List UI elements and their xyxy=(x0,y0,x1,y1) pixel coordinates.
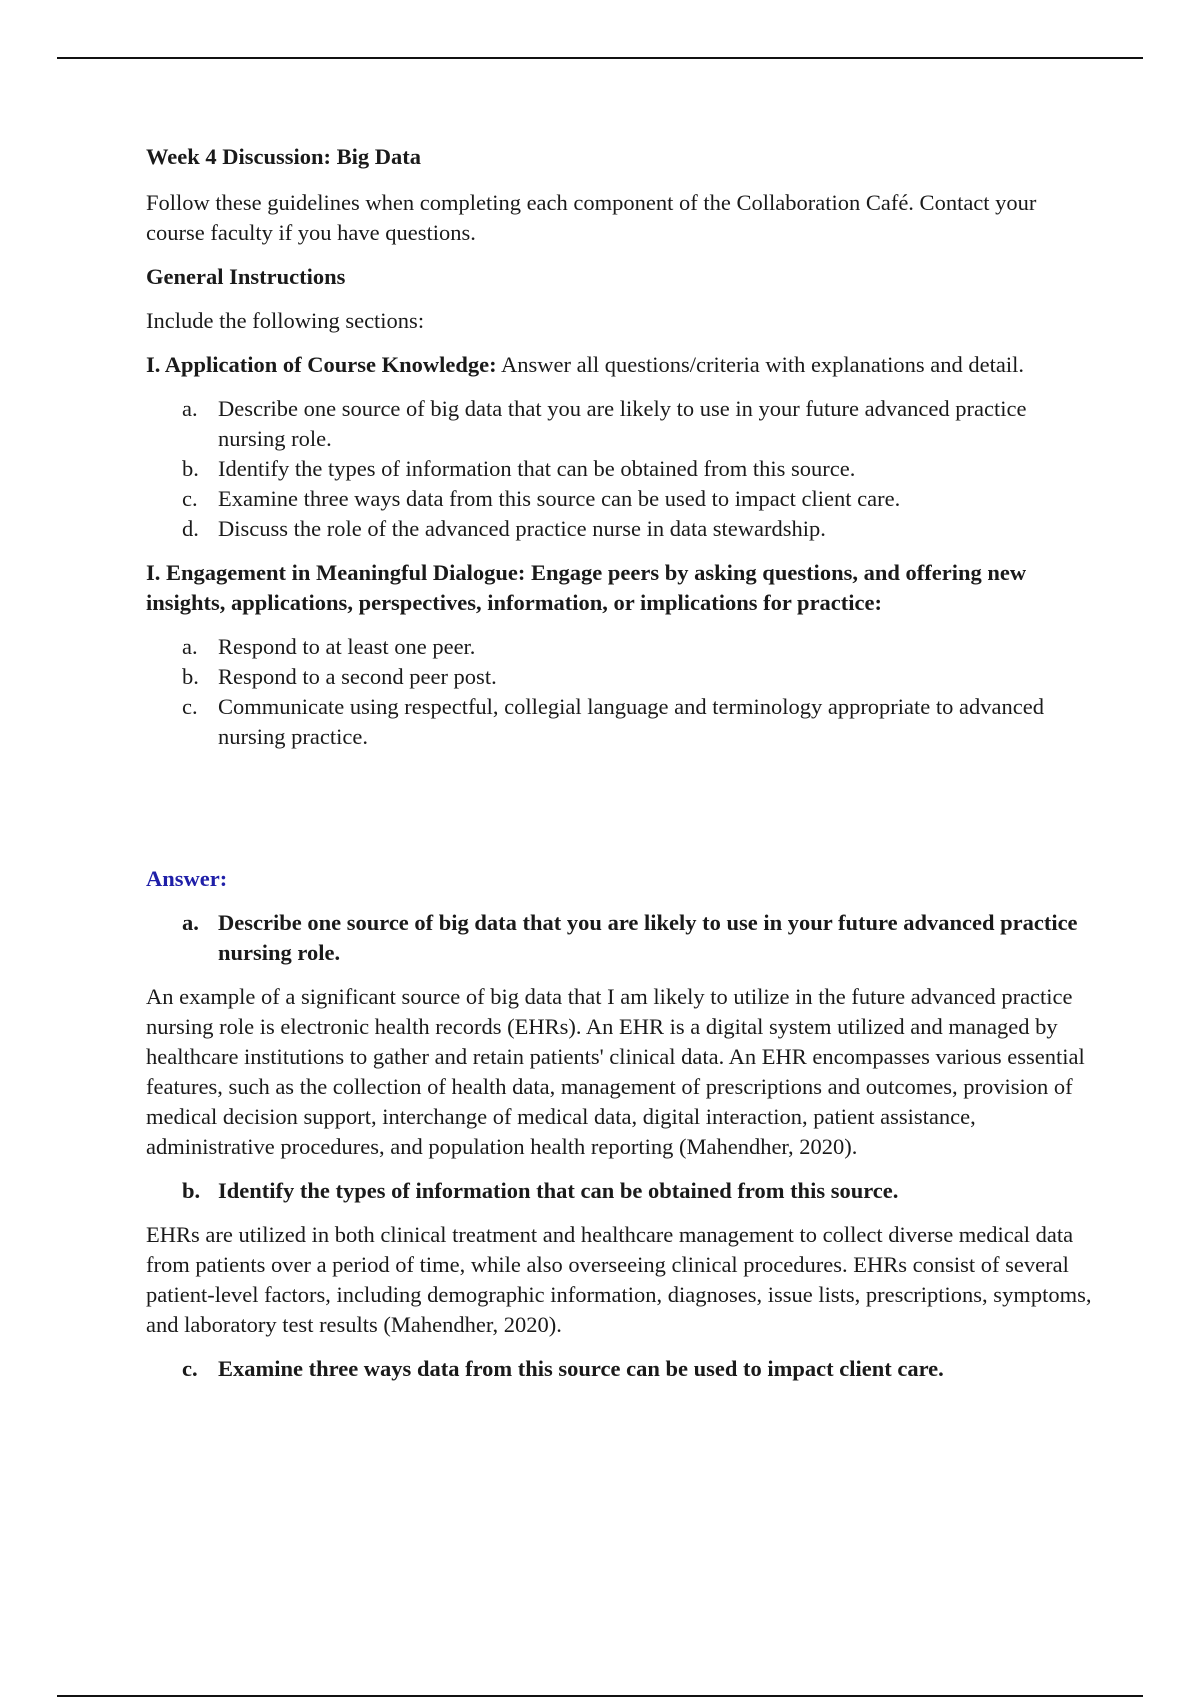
list-item xyxy=(146,1176,1096,1206)
list-item-text: Communicate using respectful, collegial language and terminology appropriate to advanced nursing practice. xyxy=(218,694,1044,749)
list-marker: a. xyxy=(182,910,199,935)
question-text: Identify the types of information that can be obtained from this source. xyxy=(218,1178,899,1203)
list-item xyxy=(146,514,1096,544)
list-item xyxy=(146,692,1096,752)
section1-list xyxy=(146,394,1096,544)
top-rule xyxy=(57,57,1143,59)
document-title: Week 4 Discussion: Big Data xyxy=(146,144,422,169)
list-item-text: Examine three ways data from this source can be used to impact client care. xyxy=(218,486,901,511)
list-item xyxy=(146,484,1096,514)
intro-paragraph: Follow these guidelines when completing each component of the Collaboration Café. Contact your course faculty if you have questions. xyxy=(146,190,1037,245)
section1-heading xyxy=(146,350,1096,380)
bottom-rule xyxy=(57,1695,1143,1697)
list-item xyxy=(146,1354,1096,1384)
list-item xyxy=(146,632,1096,662)
list-marker: c. xyxy=(182,1356,198,1381)
question-text: Examine three ways data from this source can be used to impact client care. xyxy=(218,1356,944,1381)
list-marker: b. xyxy=(182,664,199,689)
list-item-text: Discuss the role of the advanced practice nurse in data stewardship. xyxy=(218,516,826,541)
list-item xyxy=(146,394,1096,454)
list-item-text: Respond to a second peer post. xyxy=(218,664,497,689)
include-sections-text: Include the following sections: xyxy=(146,308,425,333)
question-text: Describe one source of big data that you are likely to use in your future advanced practice nursing role. xyxy=(218,910,1078,965)
list-item-text: Respond to at least one peer. xyxy=(218,634,476,659)
document-body xyxy=(146,142,1096,1384)
answer-label: Answer: xyxy=(146,866,228,891)
answer-c-question xyxy=(146,1354,1096,1384)
list-marker: a. xyxy=(182,396,198,421)
answer-a-question xyxy=(146,908,1096,968)
list-item xyxy=(146,662,1096,692)
list-marker: c. xyxy=(182,694,198,719)
general-instructions-heading: General Instructions xyxy=(146,264,346,289)
answer-b-question xyxy=(146,1176,1096,1206)
section2-list xyxy=(146,632,1096,752)
list-item-text: Describe one source of big data that you are likely to use in your future advanced practice nursing role. xyxy=(218,396,1027,451)
section1-text: Answer all questions/criteria with explanations and detail. xyxy=(496,352,1025,377)
answer-a-body: An example of a significant source of big data that I am likely to utilize in the future advanced practice nursing role is electronic health records (EHRs). An EHR is a digital system utilized and managed by healthcare institutions to gather and retain patients' clinical data. An EHR encompasses various essential features, such as the collection of health data, management of prescriptions and outcomes, provision of medical decision support, interchange of medical data, digital interaction, patient assistance, administrative procedures, and population health reporting (Mahendher, 2020). xyxy=(146,984,1085,1159)
list-marker: b. xyxy=(182,1178,201,1203)
list-marker: d. xyxy=(182,516,199,541)
list-marker: a. xyxy=(182,634,198,659)
section1-label: I. Application of Course Knowledge: xyxy=(146,352,497,377)
list-item-text: Identify the types of information that can be obtained from this source. xyxy=(218,456,856,481)
list-marker: c. xyxy=(182,486,198,511)
list-item xyxy=(146,908,1096,968)
list-item xyxy=(146,454,1096,484)
answer-b-body: EHRs are utilized in both clinical treatment and healthcare management to collect diverse medical data from patients over a period of time, while also overseeing clinical procedures. EHRs consist of several patient-level factors, including demographic information, diagnoses, issue lists, prescriptions, symptoms, and laboratory test results (Mahendher, 2020). xyxy=(146,1222,1092,1337)
list-marker: b. xyxy=(182,456,199,481)
section2-heading: I. Engagement in Meaningful Dialogue: Engage peers by asking questions, and offering new insights, applications, perspectives, information, or implications for practice: xyxy=(146,560,1027,615)
